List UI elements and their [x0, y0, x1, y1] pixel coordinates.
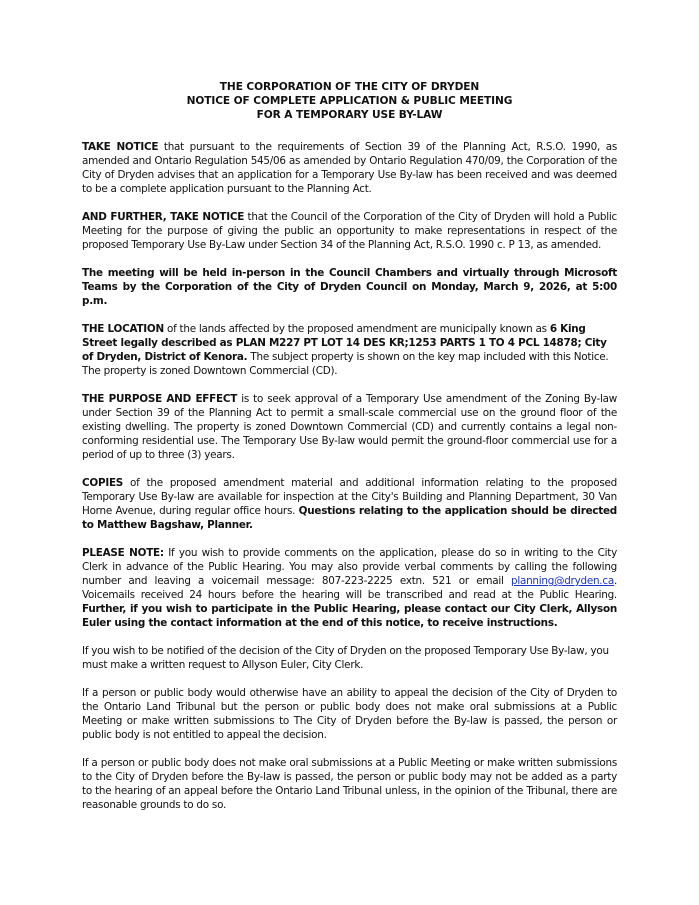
notify-paragraph	[82, 644, 617, 672]
location-address: 6 King Street legally described as PLAN M227 PT LOT 14 DES KR;1253 PARTS 1 TO 4 PCL 14878; City of Dryden, District of Kenora.	[82, 323, 607, 363]
please-note-instructions: Further, if you wish to participate in the Public Hearing, please contact our City Clerk, Allyson Euler using the contact information at the end of this notice, to receive instructions.	[82, 603, 617, 629]
title-line-1: THE CORPORATION OF THE CITY OF DRYDEN	[219, 81, 480, 93]
location-text-1: of the lands affected by the proposed amendment are municipally known as	[163, 323, 550, 335]
copies-lead: COPIES	[82, 477, 124, 489]
appeal-paragraph	[82, 686, 617, 742]
title-line-2: NOTICE OF COMPLETE APPLICATION & PUBLIC MEETING	[186, 95, 513, 107]
appeal-text: If a person or public body would otherwise have an ability to appeal the decision of the City of Dryden to the Ontario Land Tribunal but the person or public body does not make oral submissions at a Public Meeting or make written submissions to The City of Dryden before the By-law is passed, the person or public body is not entitled to appeal the decision.	[82, 687, 617, 741]
please-note-paragraph	[82, 546, 617, 630]
purpose-lead: THE PURPOSE AND EFFECT	[82, 393, 238, 405]
title-line-3: FOR A TEMPORARY USE BY-LAW	[256, 109, 443, 121]
further-notice-lead: AND FURTHER, TAKE NOTICE	[82, 211, 245, 223]
notice-document	[82, 80, 617, 826]
party-paragraph	[82, 756, 617, 812]
please-note-text-2: . Voicemails received 24 hours before the hearing will be transcribed and read at the Public Hearing.	[82, 575, 617, 601]
meeting-paragraph	[82, 266, 617, 308]
email-link[interactable]: planning@dryden.ca	[510, 575, 614, 587]
further-notice-paragraph	[82, 210, 617, 252]
copies-text: of the proposed amendment material and additional information relating to the proposed Temporary Use By-law are available for inspection at the City's Building and Planning Department, 30 Van Horne Avenue, during regular office hours.	[82, 477, 617, 517]
copies-paragraph	[82, 476, 617, 532]
purpose-paragraph	[82, 392, 617, 462]
copies-contact: Questions relating to the application should be directed to Matthew Bagshaw, Planner.	[82, 505, 617, 531]
party-text: If a person or public body does not make oral submissions at a Public Meeting or make written submissions to the City of Dryden before the By-law is passed, the person or public body may not be added as a party to the hearing of an appeal before the Ontario Land Tribunal unless, in the opinion of the Tribunal, there are reasonable grounds to do so.	[82, 757, 617, 811]
purpose-text: is to seek approval of a Temporary Use amendment of the Zoning By-law under Section 39 of the Planning Act to permit a small-scale commercial use on the ground floor of the existing dwelling. The property is zoned Downtown Commercial (CD) and currently contains a legal non-conforming residential use. The Temporary Use By-law would permit the ground-floor commercial use for a period of up to three (3) years.	[82, 393, 617, 461]
please-note-lead: PLEASE NOTE:	[82, 547, 164, 559]
location-text-2: The subject property is shown on the key map included with this Notice. The property is zoned Downtown Commercial (CD).	[82, 351, 609, 377]
further-notice-text: that the Council of the Corporation of the City of Dryden will hold a Public Meeting for the purpose of giving the public an opportunity to make representations in respect of the proposed Temporary Use By-Law under Section 34 of the Planning Act, R.S.O. 1990 c. P 13, as amended.	[82, 211, 617, 251]
meeting-text: The meeting will be held in-person in the Council Chambers and virtually through Microsoft Teams by the Corporation of the City of Dryden Council on Monday, March 9, 2026, at 5:00 p.m.	[82, 267, 617, 307]
please-note-text-1: If you wish to provide comments on the application, please do so in writing to the City Clerk in advance of the Public Hearing. You may also provide verbal comments by calling the following number and leaving a voicemail message: 807-223-2225 extn. 521 or email	[82, 547, 617, 587]
take-notice-text: that pursuant to the requirements of Section 39 of the Planning Act, R.S.O. 1990, as amended and Ontario Regulation 545/06 as amended by Ontario Regulation 470/09, the Corporation of the City of Dryden advises that an application for a Temporary Use By-law has been received and was deemed to be a complete application pursuant to the Planning Act.	[82, 141, 617, 195]
notify-text: If you wish to be notified of the decision of the City of Dryden on the proposed Temporary Use By-law, you must make a written request to Allyson Euler, City Clerk.	[82, 645, 609, 671]
document-title	[82, 80, 617, 122]
location-paragraph	[82, 322, 617, 378]
take-notice-lead: TAKE NOTICE	[82, 141, 159, 153]
take-notice-paragraph	[82, 140, 617, 196]
location-lead: THE LOCATION	[82, 323, 164, 335]
